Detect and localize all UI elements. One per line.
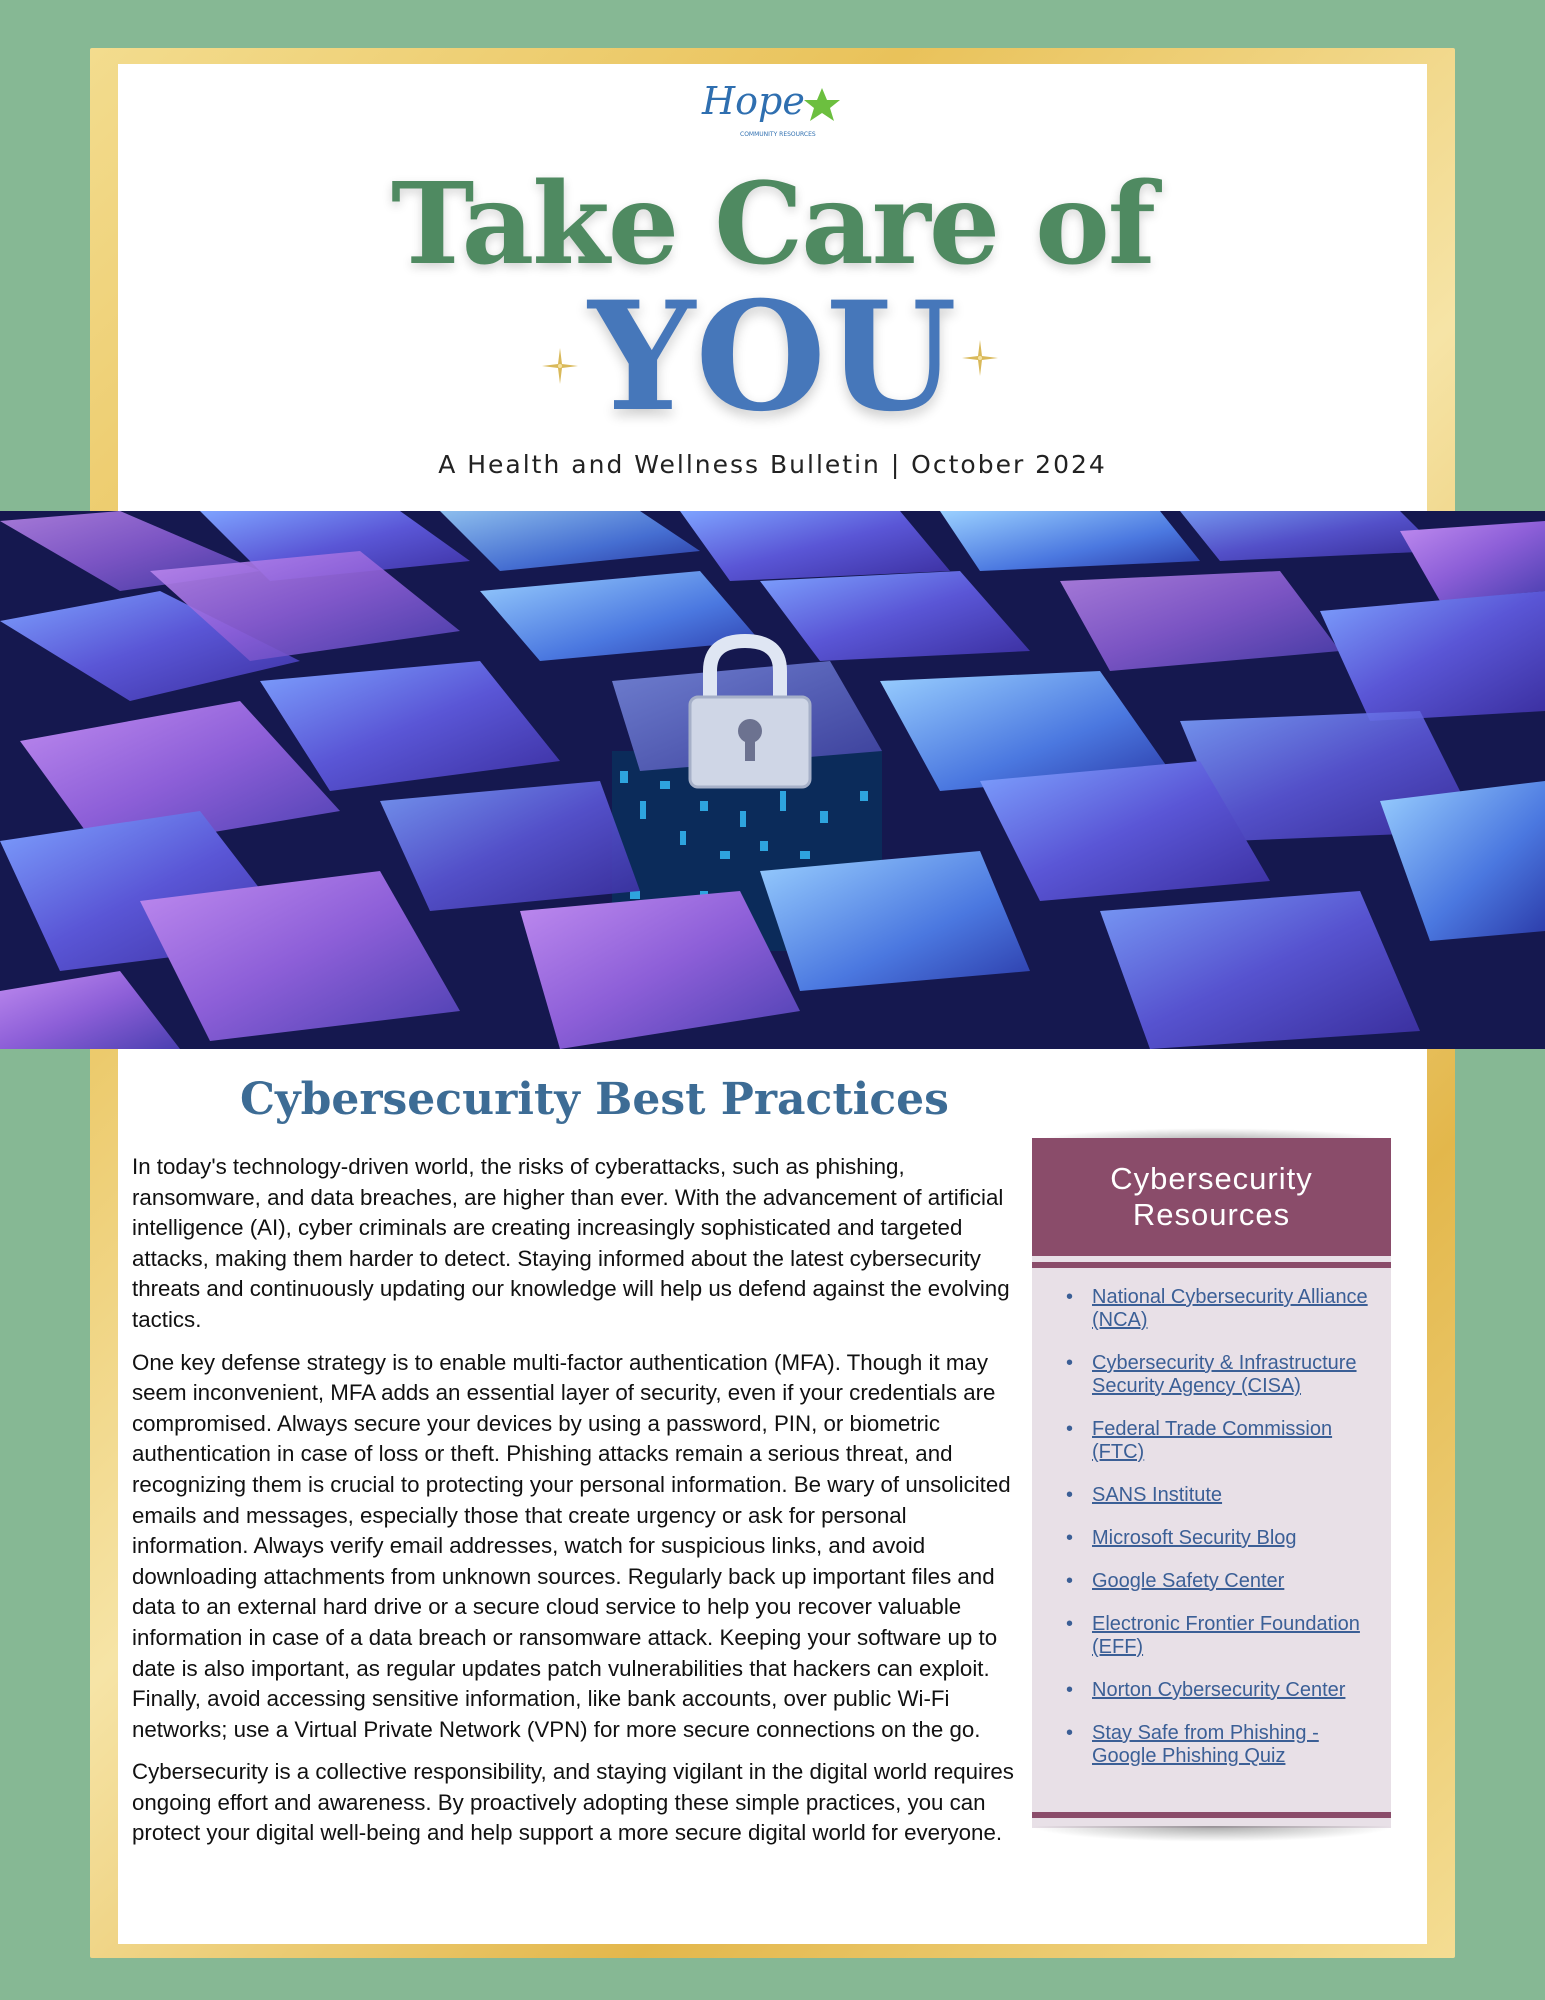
bulletin-subtitle: A Health and Wellness Bulletin | October 2024 — [438, 450, 1107, 479]
link-norton[interactable]: Norton Cybersecurity Center — [1092, 1679, 1346, 1701]
resources-sidebar — [1032, 1138, 1391, 1828]
link-cisa[interactable]: Cybersecurity & Infrastructure Security Agency (CISA) — [1092, 1352, 1357, 1397]
svg-text:Hope: Hope — [702, 79, 805, 123]
bullet-icon: • — [1066, 1286, 1074, 1308]
cybersecurity-hero-image — [0, 511, 1545, 1049]
article-paragraph: One key defense strategy is to enable multi-factor authentication (MFA). Though it may seem inconvenient, MFA adds an essential layer of security, even if your credentials are compromised. Always secure your devices by using a password, PIN, or biometric authentication in case of loss or theft. Phishing attacks remain a serious threat, and recognizing them is crucial to protecting your personal information. Be wary of unsolicited emails and messages, especially those that create urgency or ask for personal information. Always verify email addresses, watch for suspicious links, and avoid downloading attachments from unknown sources. Regularly back up important files and data to an external hard drive or a secure cloud service to help you recover valuable information in case of a data breach or ransomware attack. Keeping your software up to date is also important, as regular updates patch vulnerabilities that hackers can exploit. Finally, avoid accessing sensitive information, like bank accounts, over public Wi-Fi networks; use a Virtual Private Network (VPN) for more secure connections on the go. — [132, 1349, 1011, 1742]
sidebar-title-line2: Resources — [1132, 1197, 1291, 1232]
list-item — [1032, 1352, 1391, 1398]
bullet-icon: • — [1066, 1613, 1074, 1635]
link-google-safety-center[interactable]: Google Safety Center — [1092, 1570, 1285, 1592]
link-google-phishing-quiz[interactable]: Stay Safe from Phishing - Google Phishing Quiz — [1092, 1722, 1319, 1767]
sidebar-divider-bottom — [1032, 1812, 1391, 1818]
list-item — [1032, 1570, 1391, 1593]
article-paragraph: Cybersecurity is a collective responsibility, and staying vigilant in the digital world requires ongoing effort and awareness. By proactively adopting these simple practices, you can protect your digital well-being and help support a more secure digital world for everyone. — [132, 1759, 1014, 1846]
link-ftc[interactable]: Federal Trade Commission (FTC) — [1092, 1418, 1333, 1463]
bullet-icon: • — [1066, 1527, 1074, 1549]
link-nca[interactable]: National Cybersecurity Alliance (NCA) — [1092, 1286, 1368, 1331]
sidebar-header — [1032, 1138, 1391, 1256]
list-item — [1032, 1679, 1391, 1702]
link-eff[interactable]: Electronic Frontier Foundation (EFF) — [1092, 1613, 1360, 1658]
bullet-icon: • — [1066, 1484, 1074, 1506]
sparkle-right-icon — [960, 338, 1000, 378]
sidebar-shadow-bottom — [1030, 1826, 1395, 1842]
list-item — [1032, 1418, 1391, 1464]
list-item — [1032, 1722, 1391, 1768]
list-item — [1032, 1286, 1391, 1332]
sparkle-left-icon — [540, 346, 580, 386]
article-title: Cybersecurity Best Practices — [240, 1074, 949, 1125]
sidebar-title-line1: Cybersecurity — [1110, 1161, 1313, 1196]
link-sans[interactable]: SANS Institute — [1092, 1484, 1223, 1506]
svg-text:COMMUNITY RESOURCES: COMMUNITY RESOURCES — [740, 131, 816, 138]
bullet-icon: • — [1066, 1722, 1074, 1744]
hope-logo — [700, 66, 850, 146]
bullet-icon: • — [1066, 1352, 1074, 1374]
hero-illustration — [0, 511, 1545, 1049]
list-item — [1032, 1484, 1391, 1507]
article-body — [132, 1152, 1017, 1861]
list-item — [1032, 1527, 1391, 1550]
bullet-icon: • — [1066, 1570, 1074, 1592]
bullet-icon: • — [1066, 1679, 1074, 1701]
bullet-icon: • — [1066, 1418, 1074, 1440]
list-item — [1032, 1613, 1391, 1659]
sidebar-divider-top — [1032, 1262, 1391, 1268]
masthead-title-you: YOU — [588, 269, 957, 445]
link-microsoft-security-blog[interactable]: Microsoft Security Blog — [1092, 1527, 1297, 1549]
masthead-title: Take Care of — [391, 159, 1154, 290]
resource-link-list — [1032, 1286, 1391, 1788]
article-paragraph: In today's technology-driven world, the risks of cyberattacks, such as phishing, ransomware, and data breaches, are higher than ever. With the advancement of artificial intelligence (AI), cyber criminals are creating increasingly sophisticated and targeted attacks, making them harder to detect. Staying informed about the latest cybersecurity threats and continuously updating our knowledge will help us defend against the evolving tactics. — [132, 1154, 1010, 1332]
